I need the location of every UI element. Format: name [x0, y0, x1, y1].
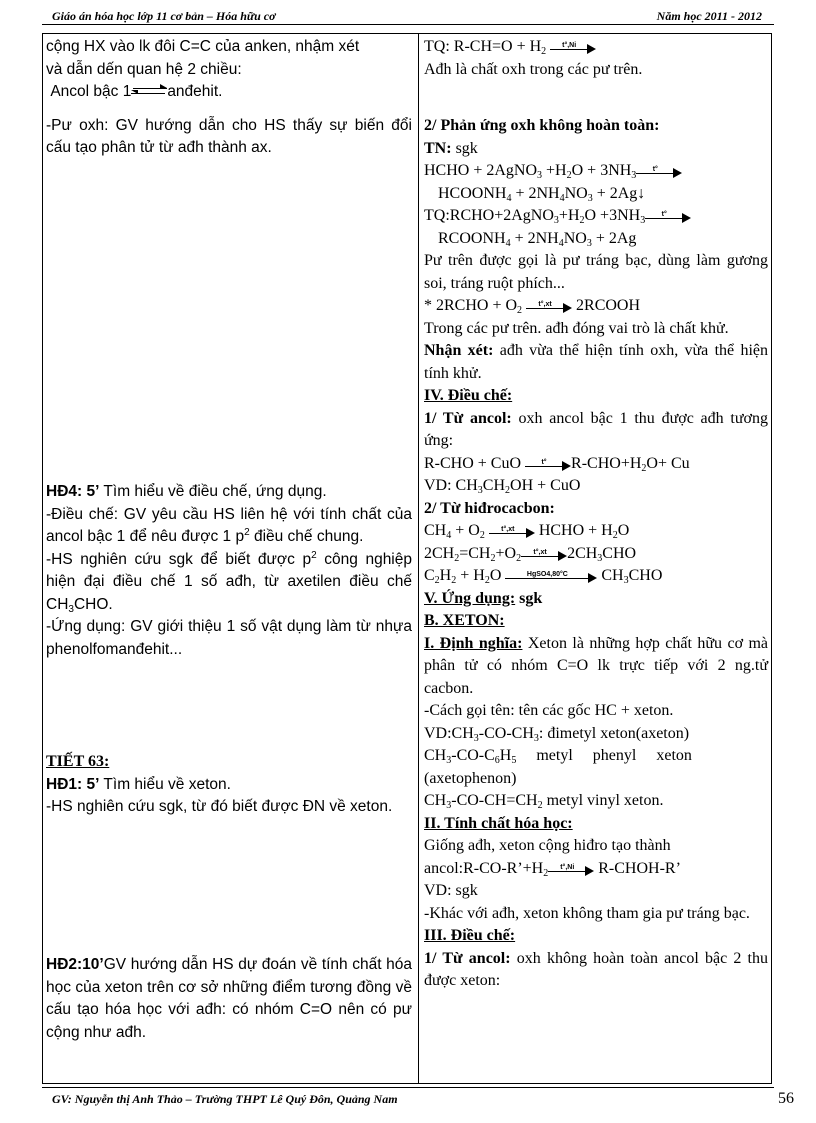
reaction-arrow-icon: t°,Ni — [548, 863, 594, 875]
reaction-arrow-icon: t° — [525, 458, 571, 470]
header-rule — [42, 24, 774, 25]
example-4: VD: sgk — [424, 882, 478, 899]
left-line-2: và dẫn dến quan hệ 2 chiều: — [46, 60, 242, 78]
reaction-arrow-icon: t°,xt — [489, 525, 535, 537]
example-2: $CH_3-CO-C_6H_5$ metyl phenyl xeton — [424, 747, 692, 766]
hd2-para: HĐ2:10’GV hướng dẫn HS dự đoán về tính chất hóa học của xeton trên cơ sở những điểm tương đồng về cấu tạo hóa học với ađh: có nhóm C=O nên có pư cộng như ađh. — [46, 956, 412, 1041]
section-5-heading: V. Ứng dụng: sgk — [424, 589, 543, 607]
reaction-arrow-icon: t°,xt — [526, 300, 572, 312]
silver-mirror-text: Pư trên được gọi là pư tráng bạc, dùng làm gương soi, tráng ruột phích... — [424, 252, 768, 292]
from-hydrocarbon-heading: 2/ Từ hiđrocacbon: — [424, 499, 555, 517]
tn-line: TN: sgk — [424, 139, 478, 157]
naming-text: -Cách gọi tên: tên các gốc HC + xeton. — [424, 702, 674, 719]
example-1: $VD:CH_3-CO-CH_3$: đimetyl xeton(axeton) — [424, 724, 690, 744]
equation-5: VD: $CH_3CH_2OH$ + CuO — [424, 477, 581, 496]
equation-8: $C_2H_2 + H_2O$ HgSO4,80°C $CH_3CHO$ — [424, 567, 663, 586]
header-right: Năm học 2011 - 2012 — [656, 9, 762, 23]
section-3x-heading: III. Điều chế: — [424, 927, 516, 944]
no-silver-mirror-text: -Khác với ađh, xeton không tham gia pư tráng bạc. — [424, 904, 750, 922]
footer-text: GV: Nguyễn thị Anh Thảo – Trường THPT Lê Quý Đôn, Quảng Nam — [52, 1092, 398, 1106]
equation-9: $ancol:R-CO-R’+H_2$ t°,Ni R-CHOH-R’ — [424, 859, 681, 879]
ketone-hydro-text: Giống ađh, xeton cộng hiđro tạo thành — [424, 837, 671, 854]
down-arrow-icon: ↓ — [637, 184, 646, 202]
reaction-arrow-icon: t° — [645, 210, 691, 222]
definition-text: I. Định nghĩa: Xeton là những hợp chất hữu cơ mà phân tử có nhóm C=O lk trực tiếp với 2 ng.tử cacbon. — [424, 634, 768, 697]
tiet-heading: TIẾT 63: — [46, 753, 110, 770]
hd1-heading: HĐ1: 5’ Tìm hiểu về xeton. — [46, 775, 231, 793]
equation-2-products: $RCOONH_4 + 2NH_4NO_3 + 2Ag$ — [438, 229, 637, 249]
right-line-2: Ađh là chất oxh trong các pư trên. — [424, 60, 643, 78]
header-left: Giáo án hóa học lớp 11 cơ bản – Hóa hữu cơ — [52, 9, 276, 23]
example-3: $CH_3-CO-CH=CH_2$ metyl vinyl xeton. — [424, 792, 664, 811]
right-column — [424, 36, 768, 993]
reaction-arrow-icon: HgSO4,80°C — [505, 570, 597, 582]
example-2-name: (axetophenon) — [424, 769, 517, 787]
equation-7: $2CH_2=CH_2+O_2$ t°,xt $2CH_3CHO$ — [424, 544, 637, 564]
section-2x-heading: II. Tính chất hóa học: — [424, 814, 573, 832]
equation-2: $TQ:RCHO+2AgNO_3+H_2O +3NH_3$ t° — [424, 205, 768, 228]
hd4-heading: HĐ4: 5’ Tìm hiểu về điều chế, ứng dụng. — [46, 483, 327, 500]
section-4-heading: IV. Điều chế: — [424, 387, 513, 404]
equation-3: * 2RCHO + $O_2$ t°,xt 2RCOOH — [424, 297, 641, 316]
equation-6: $CH_4 + O_2$ t°,xt HCHO + $H_2O$ — [424, 522, 630, 541]
left-line-1: cộng HX vào lk đôi C=C của anken, nhậm xét — [46, 38, 360, 55]
ketone-from-alcohol-text: 1/ Từ ancol: oxh không hoàn toàn ancol bậc 2 thu được xeton: — [424, 949, 768, 989]
tq-hydro-equation: TQ: $R-CH=O + H_2$ t°,Ni — [424, 36, 768, 59]
reaction-arrow-icon: t°,xt — [521, 548, 567, 560]
footer-rule — [42, 1087, 774, 1088]
column-divider — [418, 33, 419, 1084]
equation-1-products: $HCOONH_4 + 2NH_4NO_3$ + 2Ag↓ — [438, 184, 646, 204]
reaction-arrow-icon: t°,Ni — [550, 41, 596, 53]
page-number: 56 — [778, 1090, 794, 1107]
reducing-role-text: Trong các pư trên. ađh đóng vai trò là chất khử. — [424, 319, 729, 337]
page-header — [52, 6, 768, 24]
equilibrium-arrow-icon — [131, 86, 167, 98]
left-column — [46, 36, 412, 1041]
section-b-heading: B. XETON: — [424, 612, 505, 629]
equation-1: HCHO + 2AgNO$_3$ $+H_2O + 3NH_3$ t° — [424, 160, 768, 183]
hd1-para: -HS nghiên cứu sgk, từ đó biết được ĐN về xeton. — [46, 798, 393, 815]
left-line-3: Ancol bậc 1 anđehit. — [50, 83, 223, 100]
from-alcohol-text: 1/ Từ ancol: oxh ancol bậc 1 thu được ađh tương ứng: — [424, 409, 768, 449]
equation-4: R-CHO + CuO t° $R-CHO+H_2O+ Cu$ — [424, 454, 690, 474]
section-oxh-heading: 2/ Phản ứng oxh không hoàn toàn: — [424, 117, 660, 134]
hd4-para-2: -HS nghiên cứu sgk để biết được $p^2$ công nghiệp hiện đại điều chế 1 số ađh, từ axetilen điều chế $CH_3CHO$. — [46, 549, 412, 615]
left-oxh-text: -Pư oxh: GV hướng dẫn cho HS thấy sự biến đổi cấu tạo phân tử từ ađh thành ax. — [46, 116, 412, 156]
hd4-para-1: -Điều chế: GV yêu cầu HS liên hệ với tính chất của ancol bậc 1 để nêu được 1 $p^2$ điều chế chung. — [46, 505, 412, 545]
remark-text: Nhận xét: ađh vừa thể hiện tính oxh, vừa thể hiện tính khử. — [424, 342, 769, 382]
hd4-para-3: -Ứng dụng: GV giới thiệu 1 số vật dụng làm từ nhựa phenolfomanđehit... — [46, 618, 412, 658]
reaction-arrow-icon: t° — [636, 165, 682, 177]
